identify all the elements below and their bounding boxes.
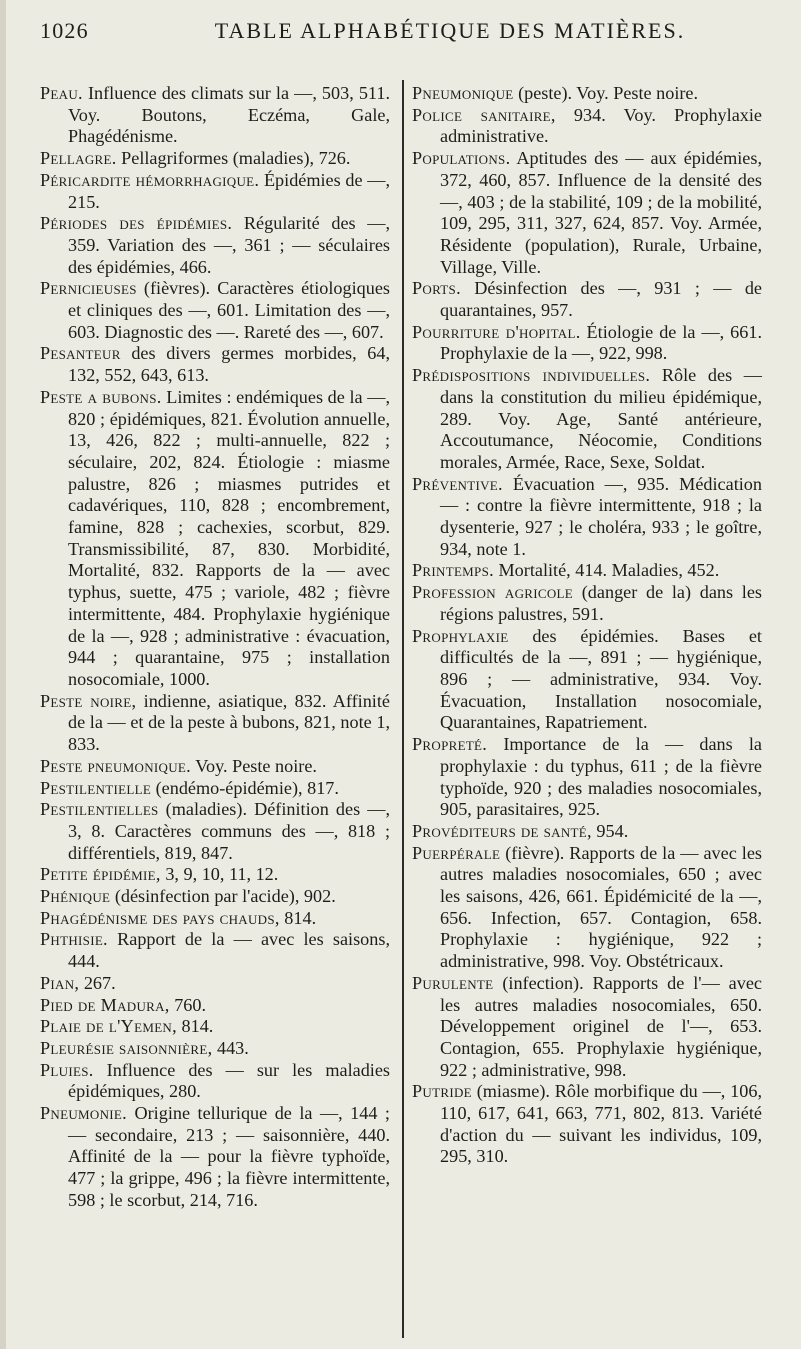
entry-text: 3, 9, 10, 11, 12. <box>160 864 279 885</box>
index-entry <box>40 1016 390 1038</box>
entry-headword: Prophylaxie <box>412 625 509 646</box>
page-number: 1026 <box>40 18 89 43</box>
column-divider <box>402 80 404 1338</box>
entry-headword: Pernicieuses <box>40 278 137 299</box>
entry-headword: Peste pneumonique. <box>40 755 191 776</box>
entry-text: (infection). Rapports de l'— avec les autres maladies nosocomiales, 650. Développement originel de l'—, 653. Contagion, 655. Prophylaxie hygiénique, 922 ; administrative, 998. <box>440 972 762 1080</box>
index-entry <box>40 387 390 691</box>
index-entry <box>40 148 390 170</box>
index-entry <box>40 778 390 800</box>
index-entry <box>412 582 762 625</box>
entry-headword: Police sanitaire, <box>412 104 556 125</box>
entry-text: Rôle des — dans la constitution du milieu épidémique, 289. Voy. Age, Santé antérieure, Accoutumance, Néocomie, Conditions morales, Armée, Race, Sexe, Soldat. <box>440 365 762 472</box>
running-title: TABLE ALPHABÉTIQUE DES MATIÈRES. <box>214 18 686 43</box>
entry-headword: Pesanteur <box>40 343 121 364</box>
entry-headword: Prédispositions individuelles. <box>412 365 651 386</box>
index-entry <box>412 148 762 278</box>
index-entry <box>40 83 390 148</box>
index-entry <box>40 278 390 343</box>
running-header <box>40 18 780 52</box>
entry-text: (miasme). Rôle morbifique du —, 106, 110, 617, 641, 663, 771, 802, 813. Variété d'action du — suivant les individus, 109, 295, 310. <box>440 1081 762 1167</box>
entry-headword: Purulente <box>412 972 494 993</box>
index-entry <box>40 1060 390 1103</box>
index-entry <box>40 973 390 995</box>
entry-headword: Pestilentielle <box>40 777 152 798</box>
entry-text: Influence des climats sur la —, 503, 511. Voy. Boutons, Eczéma, Gale, Phagédénisme. <box>68 83 390 147</box>
entry-text: (endémo-épidémie), 817. <box>151 777 339 798</box>
entry-headword: Ports. <box>412 278 461 299</box>
entry-text: 814. <box>279 907 317 928</box>
entry-text: Origine tellurique de la —, 144 ; — secondaire, 213 ; — saisonnière, 440. Affinité de la — pour la fièvre typhoïde, 477 ; la grippe, 496 ; la fièvre intermittente, 598 ; le scorbut, 214, 716. <box>68 1103 390 1210</box>
entry-headword: Peste a bubons. <box>40 386 162 407</box>
entry-text: (fièvres). Caractères étiologiques et cliniques des —, 601. Limitation des —, 603. Diagnostic des —. Rareté des —, 607. <box>68 278 390 342</box>
index-entry <box>40 864 390 886</box>
index-entry <box>40 1103 390 1212</box>
entry-headword: Pneumonique <box>412 83 514 103</box>
index-entry <box>40 691 390 756</box>
entry-headword: Phagédénisme des pays chauds, <box>40 907 280 928</box>
entry-text: (maladies). Définition des —, 3, 8. Caractères communs des —, 818 ; différentiels, 819, 847. <box>68 799 390 863</box>
entry-headword: Pneumonie. <box>40 1103 127 1124</box>
right-column <box>412 83 762 1168</box>
entry-headword: Profession agricole <box>412 582 574 603</box>
entry-headword: Pourriture d'hopital. <box>412 321 581 342</box>
entry-text: Évacuation —, 935. Médication — : contre la fièvre intermittente, 918 ; la dysenterie, 927 ; le choléra, 933 ; le goître, 934, note 1. <box>440 473 762 559</box>
entry-headword: Pestilentielles <box>40 799 159 820</box>
entry-text: des épidémies. Bases et difficultés de la —, 891 ; — hygiénique, 896 ; — administrative, 934. Voy. Évacuation, Installation nosocomiale, Quarantaines, Rapatriement. <box>440 625 762 733</box>
index-entry <box>412 105 762 148</box>
entry-headword: Plaie de l'Yemen, <box>40 1016 177 1037</box>
entry-text: (peste). Voy. Peste noire. <box>513 83 699 103</box>
entry-headword: Pluies. <box>40 1059 94 1080</box>
index-entry <box>40 995 390 1017</box>
entry-text: des divers germes morbides, 64, 132, 552, 643, 613. <box>68 343 390 386</box>
entry-text: Voy. Peste noire. <box>191 755 317 776</box>
entry-headword: Phénique <box>40 886 111 907</box>
entry-text: Étiologie de la —, 661. Prophylaxie de la —, 922, 998. <box>440 321 762 364</box>
entry-text: 443. <box>212 1037 249 1058</box>
entry-text: Mortalité, 414. Maladies, 452. <box>493 560 720 581</box>
index-entry <box>412 1081 762 1168</box>
entry-text: Épidémies de —, 215. <box>68 169 390 212</box>
entry-text: indienne, asiatique, 832. Affinité de la — et de la peste à bubons, 821, note 1, 833. <box>68 690 390 755</box>
index-entry <box>40 756 390 778</box>
index-entry <box>412 83 762 105</box>
index-entry <box>412 322 762 365</box>
entry-headword: Putride <box>412 1081 472 1102</box>
entry-headword: Propreté. <box>412 734 488 755</box>
index-entry <box>40 1038 390 1060</box>
entry-text: Influence des — sur les maladies épidémiques, 280. <box>68 1059 390 1102</box>
entry-headword: Peau. <box>40 83 83 103</box>
entry-headword: Printemps. <box>412 560 494 581</box>
page-edge-shadow <box>0 0 6 1349</box>
entry-headword: Préventive. <box>412 473 503 494</box>
entry-text: Aptitudes des — aux épidémies, 372, 460, 857. Influence de la densité des —, 403 ; de la stabilité, 109 ; de la mobilité, 109, 295, 311, 327, 624, 857. Voy. Armée, Résidente (population), Rurale, Urbaine, Village, Ville. <box>440 148 762 277</box>
entry-text: (danger de la) dans les régions palustres, 591. <box>440 582 763 624</box>
entry-headword: Pied de Madura, <box>40 994 170 1015</box>
index-entry <box>40 170 390 213</box>
entry-text: Limites : endémiques de la —, 820 ; épidémiques, 821. Évolution annuelle, 13, 426, 822 ; multi-annuelle, 822 ; séculaire, 202, 824. Étiologie : miasme palustre, 826 ; miasmes putrides et cadavériques, 110, 828 ; encombrement, famine, 828 ; cachexies, scorbut, 829. Transmissibilité, 87, 830. Morbidité, Mortalité, 832. Rapports de la — avec typhus, suette, 475 ; variole, 482 ; fièvre intermittente, 484. Prophylaxie hygiénique de la —, 928 ; administrative : évacuation, 944 ; quarantaine, 975 ; installation nosocomiale, 1000. <box>68 386 390 689</box>
entry-headword: Phthisie. <box>40 929 108 950</box>
entry-headword: Pian, <box>40 972 80 993</box>
entry-headword: Péricardite hémorrhagique. <box>40 169 260 190</box>
index-entry <box>412 973 762 1082</box>
index-entry <box>412 626 762 735</box>
entry-text: 954. <box>591 820 629 841</box>
entry-headword: Provéditeurs de santé, <box>412 820 592 841</box>
entry-headword: Périodes des épidémies. <box>40 213 233 234</box>
index-entry <box>412 734 762 821</box>
entry-text: 934. Voy. Prophylaxie administrative. <box>440 104 762 147</box>
index-entry <box>40 343 390 386</box>
index-entry <box>40 908 390 930</box>
entry-headword: Petite épidémie, <box>40 864 161 885</box>
entry-text: Importance de la — dans la prophylaxie : du typhus, 611 ; de la fièvre typhoïde, 920 ; des maladies nosocomiales, 905, parasitaires, 925. <box>440 734 762 820</box>
index-entry <box>412 474 762 561</box>
entry-headword: Peste noire, <box>40 690 137 711</box>
entry-text: 814. <box>176 1016 214 1037</box>
entry-text: 760. <box>169 994 207 1015</box>
entry-text: (désinfection par l'acide), 902. <box>110 886 336 907</box>
index-entry <box>40 886 390 908</box>
entry-text: Rapport de la — avec les saisons, 444. <box>68 929 390 972</box>
index-entry <box>412 821 762 843</box>
left-column <box>40 83 390 1212</box>
entry-text: Désinfection des —, 931 ; — de quarantaines, 957. <box>440 278 762 321</box>
entry-text: (fièvre). Rapports de la — avec les autres maladies nosocomiales, 650 ; avec les saisons, 426, 661. Épidémicité de la —, 656. Infection, 657. Contagion, 658. Prophylaxie : hygiénique, 922 ; administrative, 998. Voy. Obstétricaux. <box>440 842 762 972</box>
index-entry <box>40 213 390 278</box>
entry-headword: Populations. <box>412 148 511 169</box>
entry-text: 267. <box>79 972 116 993</box>
index-entry <box>40 799 390 864</box>
entry-headword: Pellagre. <box>40 148 117 169</box>
entry-headword: Pleurésie saisonnière, <box>40 1037 213 1058</box>
index-entry <box>40 929 390 972</box>
index-entry <box>412 365 762 474</box>
index-entry <box>412 843 762 973</box>
entry-text: Pellagriformes (maladies), 726. <box>116 148 351 169</box>
index-entry <box>412 278 762 321</box>
entry-headword: Puerpérale <box>412 842 501 863</box>
entry-text: Régularité des —, 359. Variation des —, 361 ; — séculaires des épidémies, 466. <box>68 213 390 277</box>
index-entry <box>412 560 762 582</box>
